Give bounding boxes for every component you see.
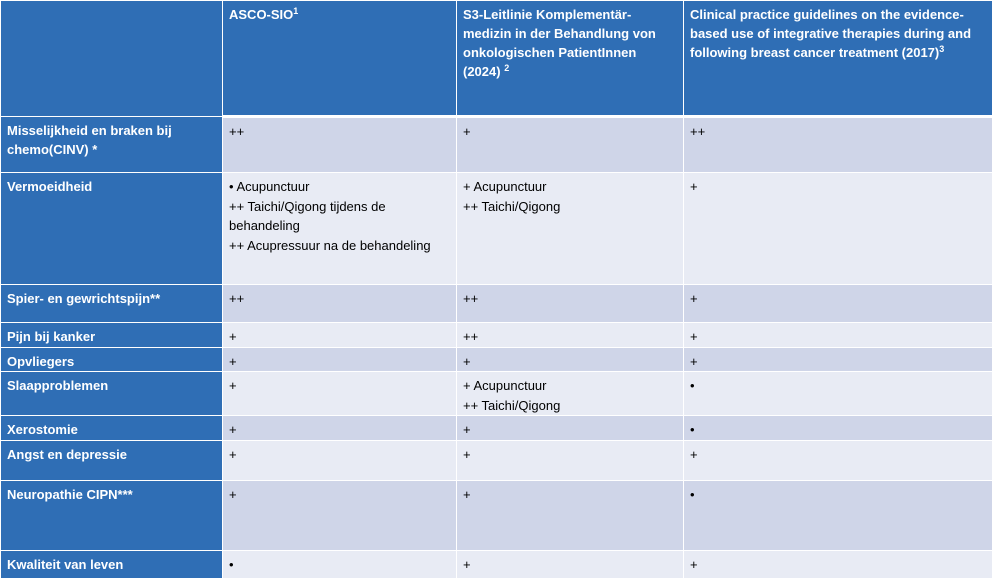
cell-line: • xyxy=(690,420,986,440)
table-row xyxy=(1,117,992,173)
cell-line: ++ xyxy=(229,289,450,309)
cell-line: ++ xyxy=(463,289,677,309)
rating-cell-s3-leitlinie xyxy=(457,480,684,550)
footnote-marker: 2 xyxy=(504,63,509,73)
row-header: Opvliegers xyxy=(1,347,223,372)
cell-line: ++ xyxy=(690,122,986,142)
rating-cell-asco-sio xyxy=(223,550,457,578)
cell-line: + Acupunctuur xyxy=(463,376,677,396)
cell-line: + xyxy=(463,445,677,465)
rating-cell-clinical-practice xyxy=(684,285,992,323)
cell-line: + Acupunctuur xyxy=(463,177,677,197)
cell-line: + xyxy=(229,420,450,440)
row-header: Spier- en gewrichtspijn** xyxy=(1,285,223,323)
rating-cell-clinical-practice xyxy=(684,372,992,416)
rating-cell-s3-leitlinie xyxy=(457,347,684,372)
rating-cell-asco-sio xyxy=(223,480,457,550)
table-row xyxy=(1,550,992,578)
table-row xyxy=(1,480,992,550)
rating-cell-asco-sio xyxy=(223,173,457,285)
row-header: Vermoeidheid xyxy=(1,173,223,285)
rating-cell-asco-sio xyxy=(223,323,457,348)
rating-cell-clinical-practice xyxy=(684,550,992,578)
rating-cell-asco-sio xyxy=(223,440,457,480)
cell-line: + xyxy=(229,352,450,372)
rating-cell-s3-leitlinie xyxy=(457,372,684,416)
cell-line: + xyxy=(463,352,677,372)
cell-line: + xyxy=(229,485,450,505)
cell-line: • xyxy=(690,376,986,396)
cell-line: ++ Acupressuur na de behandeling xyxy=(229,236,450,256)
rating-cell-s3-leitlinie xyxy=(457,323,684,348)
table-row xyxy=(1,440,992,480)
table-body xyxy=(1,117,992,579)
cell-line: + xyxy=(690,289,986,309)
cell-line: • Acupunctuur xyxy=(229,177,450,197)
table-row xyxy=(1,347,992,372)
cell-line: + xyxy=(463,420,677,440)
cell-line: + xyxy=(690,555,986,575)
rating-cell-asco-sio xyxy=(223,347,457,372)
row-header: Slaapproblemen xyxy=(1,372,223,416)
rating-cell-s3-leitlinie xyxy=(457,117,684,173)
table-row xyxy=(1,416,992,441)
cell-line: • xyxy=(690,485,986,505)
row-header: Pijn bij kanker xyxy=(1,323,223,348)
cell-line: ++ Taichi/Qigong xyxy=(463,197,677,217)
rating-cell-asco-sio xyxy=(223,416,457,441)
footnote-marker: 3 xyxy=(939,44,944,54)
column-header-asco-sio: ASCO-SIO$^1$ xyxy=(223,1,457,117)
rating-cell-clinical-practice xyxy=(684,173,992,285)
table-row xyxy=(1,173,992,285)
column-header-s3-leitlinie: S3-Leitlinie Komplementär-medizin in der Behandlung von onkologischen PatientInnen (2024) $^2$ xyxy=(457,1,684,117)
rating-cell-s3-leitlinie xyxy=(457,550,684,578)
header-row xyxy=(1,1,992,117)
column-header-clinical-practice-guidelines: Clinical practice guidelines on the evidence-based use of integrative therapies during and following breast cancer treatment $(2017)^3$ xyxy=(684,1,992,117)
table-row xyxy=(1,285,992,323)
rating-cell-asco-sio xyxy=(223,372,457,416)
cell-line: + xyxy=(690,445,986,465)
rating-cell-clinical-practice xyxy=(684,416,992,441)
rating-cell-s3-leitlinie xyxy=(457,440,684,480)
cell-line: + xyxy=(463,485,677,505)
cell-line: + xyxy=(690,177,986,197)
row-header: Angst en depressie xyxy=(1,440,223,480)
row-header: Kwaliteit van leven xyxy=(1,550,223,578)
rating-cell-clinical-practice xyxy=(684,440,992,480)
row-header: Neuropathie CIPN*** xyxy=(1,480,223,550)
rating-cell-clinical-practice xyxy=(684,117,992,173)
cell-line: + xyxy=(463,122,677,142)
cell-line: ++ Taichi/Qigong tijdens de behandeling xyxy=(229,197,450,236)
row-header: Xerostomie xyxy=(1,416,223,441)
cell-line: • xyxy=(229,555,450,575)
rating-cell-clinical-practice xyxy=(684,323,992,348)
cell-line: + xyxy=(229,445,450,465)
rating-cell-s3-leitlinie xyxy=(457,173,684,285)
rating-cell-s3-leitlinie xyxy=(457,416,684,441)
table-row xyxy=(1,323,992,348)
table-row xyxy=(1,372,992,416)
cell-line: + xyxy=(463,555,677,575)
rating-cell-asco-sio xyxy=(223,285,457,323)
rating-cell-asco-sio xyxy=(223,117,457,173)
rating-cell-s3-leitlinie xyxy=(457,285,684,323)
rating-cell-clinical-practice xyxy=(684,347,992,372)
cell-line: + xyxy=(229,327,450,347)
row-header: Misselijkheid en braken bij chemo(CINV) * xyxy=(1,117,223,173)
cell-line: ++ Taichi/Qigong xyxy=(463,396,677,416)
cell-line: ++ xyxy=(463,327,677,347)
cell-line: + xyxy=(690,327,986,347)
footnote-marker: 1 xyxy=(293,6,298,16)
cell-line: + xyxy=(690,352,986,372)
corner-cell xyxy=(1,1,223,117)
cell-line: ++ xyxy=(229,122,450,142)
rating-cell-clinical-practice xyxy=(684,480,992,550)
cell-line: + xyxy=(229,376,450,396)
